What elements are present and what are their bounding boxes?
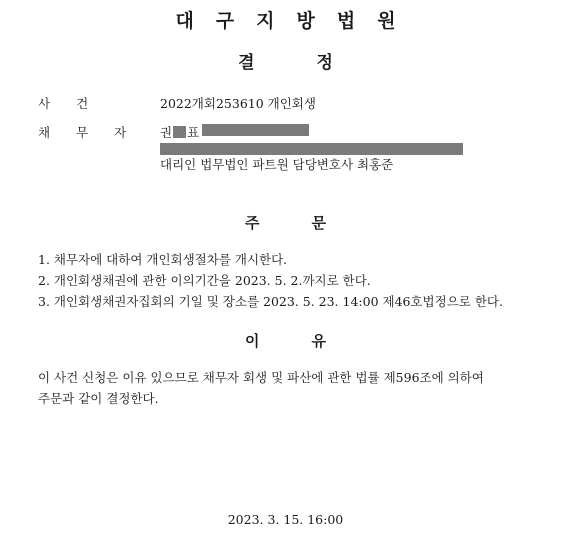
debtor-name — [160, 123, 199, 141]
redaction-address — [160, 143, 463, 155]
debtor-agent: 대리인 법무법인 파트원 담당변호사 최홍준 — [160, 157, 394, 172]
redaction-id — [202, 124, 309, 136]
order-item: 2. 개인회생채권에 관한 이의기간을 2023. 5. 2.까지로 한다. — [38, 273, 371, 288]
decision-date: 2023. 3. 15. 16:00 — [227, 512, 344, 527]
reason-heading: 이유 — [245, 332, 378, 350]
document-title: 결정 — [238, 53, 395, 73]
debtor-name-suffix: 표 — [187, 125, 200, 140]
case-number: 2022개회253610 개인회생 — [160, 96, 316, 111]
order-item: 3. 개인회생채권자집회의 기일 및 장소를 2023. 5. 23. 14:00 제46호법정으로 한다. — [38, 294, 503, 309]
reason-line: 이 사건 신청은 이유 있으므로 채무자 회생 및 파산에 관한 법률 제596조에 의하여 — [38, 370, 484, 385]
order-heading: 주문 — [245, 214, 378, 232]
reason-line: 주문과 같이 결정한다. — [38, 391, 159, 406]
redaction-name — [173, 126, 186, 138]
debtor-name-prefix: 권 — [160, 125, 173, 140]
court-name: 대구지방법원 — [175, 10, 418, 32]
order-item: 1. 채무자에 대하여 개인회생절차를 개시한다. — [38, 252, 288, 267]
debtor-label: 채무자 — [38, 125, 153, 140]
case-label: 사건 — [38, 96, 115, 111]
